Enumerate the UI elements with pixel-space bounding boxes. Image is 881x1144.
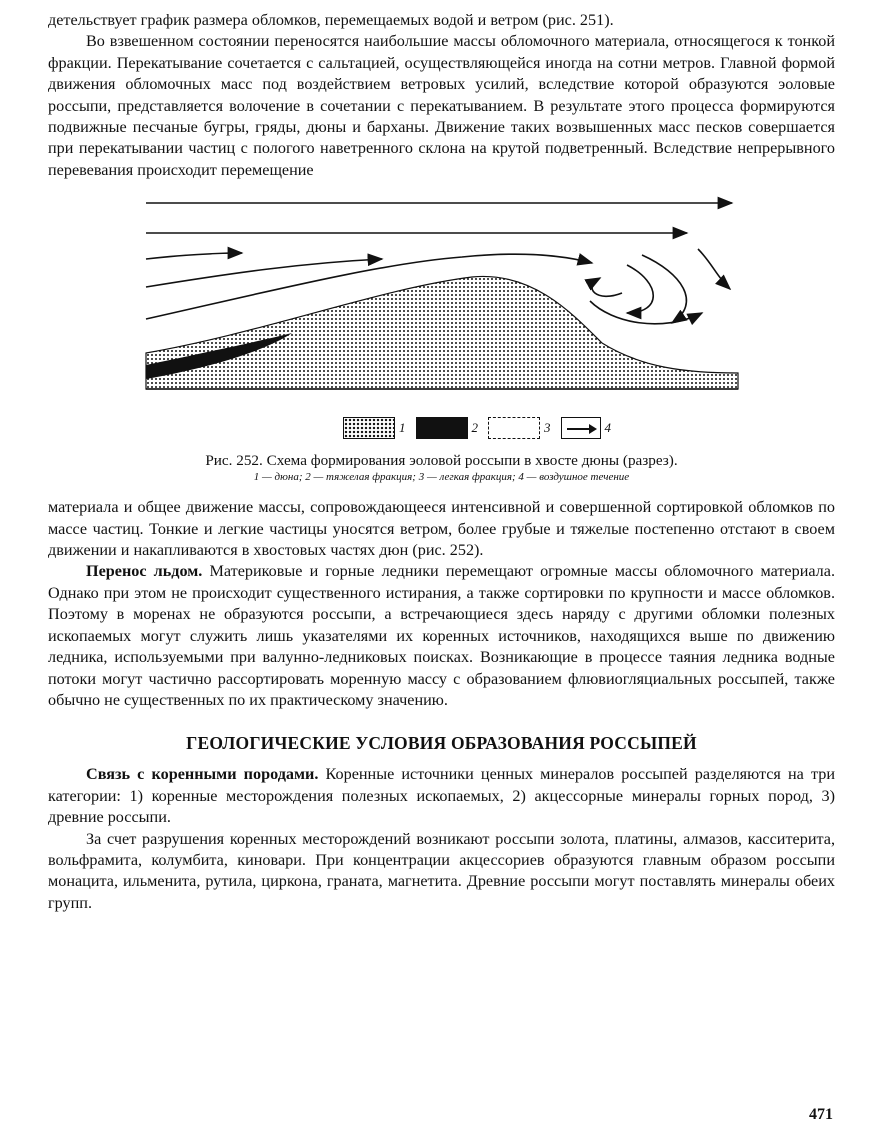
legend-number: 2: [471, 420, 478, 436]
page-body: [48, 10, 835, 914]
air-flow-arrow: [642, 255, 686, 323]
air-flow-arrow: [590, 301, 702, 324]
paragraph-continuation: детельствует график размера обломков, перемещаемых водой и ветром (рис. 251).: [48, 11, 614, 29]
legend-number: 4: [604, 420, 611, 436]
figure-caption: [48, 451, 835, 484]
light-fraction-swatch-icon: [488, 417, 540, 439]
dune-sand-swatch-icon: [343, 417, 395, 439]
ice-lead: Перенос льдом.: [86, 562, 203, 581]
dune-cross-section-diagram: [142, 193, 742, 403]
legend-number: 3: [544, 420, 551, 436]
paragraph-sorting: материала и общее движение массы, сопровождающееся интенсивной и совершенной сортировкой обломков по массе частиц. Тонкие и легкие частицы уносятся ветром, более грубые и тяжелые постепенно отстают в своем движении и накапливаются в хвостовых частях дюн (рис. 252).: [48, 498, 835, 560]
paragraph-ice: [48, 561, 835, 711]
air-flow-arrow: [146, 253, 242, 259]
air-flow-arrow: [698, 249, 730, 289]
section-title: ГЕОЛОГИЧЕСКИЕ УСЛОВИЯ ОБРАЗОВАНИЯ РОССЫПЕЙ: [186, 733, 697, 754]
legend-number: 1: [399, 420, 406, 436]
page-number: 471: [809, 1106, 833, 1123]
air-flow-eddy: [592, 278, 622, 296]
bedrock-lead: Связь с коренными породами.: [86, 765, 319, 784]
air-flow-arrow-swatch-icon: [561, 417, 601, 439]
air-flow-arrow: [627, 265, 653, 313]
caption-title: Рис. 252. Схема формирования эоловой россыпи в хвосте дюны (разрез).: [205, 452, 678, 470]
figure-252: [48, 189, 835, 497]
paragraph-suspension: Во взвешенном состоянии переносятся наибольшие массы обломочного материала, относящегося к тонкой фракции. Перекатывание сочетается с сальтацией, осуществляющейся иногда на сотни метров. Главной формой движения обломочных масс под воздействием ветровых усилий, вследствие которой образуются эоловые россыпи, представляется волочение в сочетании с перекатыванием. В результате этого процесса формируются подвижные песчаные бугры, гряды, дюны и барханы. Движение таких возвышенных масс песков совершается при перекатывании частиц с пологого наветренного склона на крутой подветренный. Вследствие непрерывного перевевания происходит перемещение: [48, 32, 835, 179]
dune-sand: [146, 277, 738, 390]
heavy-fraction-swatch-icon: [416, 417, 468, 439]
paragraph-bedrock: [48, 764, 835, 828]
paragraph-destruction: За счет разрушения коренных месторождений возникают россыпи золота, платины, алмазов, касситерита, вольфрамита, колумбита, киновари. При концентрации акцессориев образуются главным образом россыпи монацита, ильменита, рутила, циркона, граната, магнетита. Древние россыпи могут поставлять минералы обеих групп.: [48, 829, 835, 912]
caption-legend: 1 — дюна; 2 — тяжелая фракция; 3 — легкая фракция; 4 — воздушное течение: [253, 471, 630, 484]
figure-legend: [343, 417, 617, 439]
ice-text: Материковые и горные ледники перемещают огромные массы обломочного материала. Однако при этом не происходит существенного истирания, а также сортировки по крупности и массе обломков. Поэтому в моренах не образуются россыпи, а встречающиеся здесь наряду с другими обломки полезных ископаемых могут служить лишь указателями их коренных источников, находящихся выше по движению ледника, используемыми при валунно-ледниковых поисках. Возникающие в процессе таяния ледника водные потоки могут частично рассортировать моренную массу с образованием флювиогляциальных россыпей, также обычно не существенных по их практическому значению.: [48, 562, 835, 709]
bedrock-text: Коренные источники ценных минералов россыпей разделяются на три категории: 1) коренные месторождения полезных ископаемых, 2) акцессорные минералы горных пород, 3) древние россыпи.: [48, 765, 836, 827]
air-flow-arrow: [146, 259, 382, 287]
